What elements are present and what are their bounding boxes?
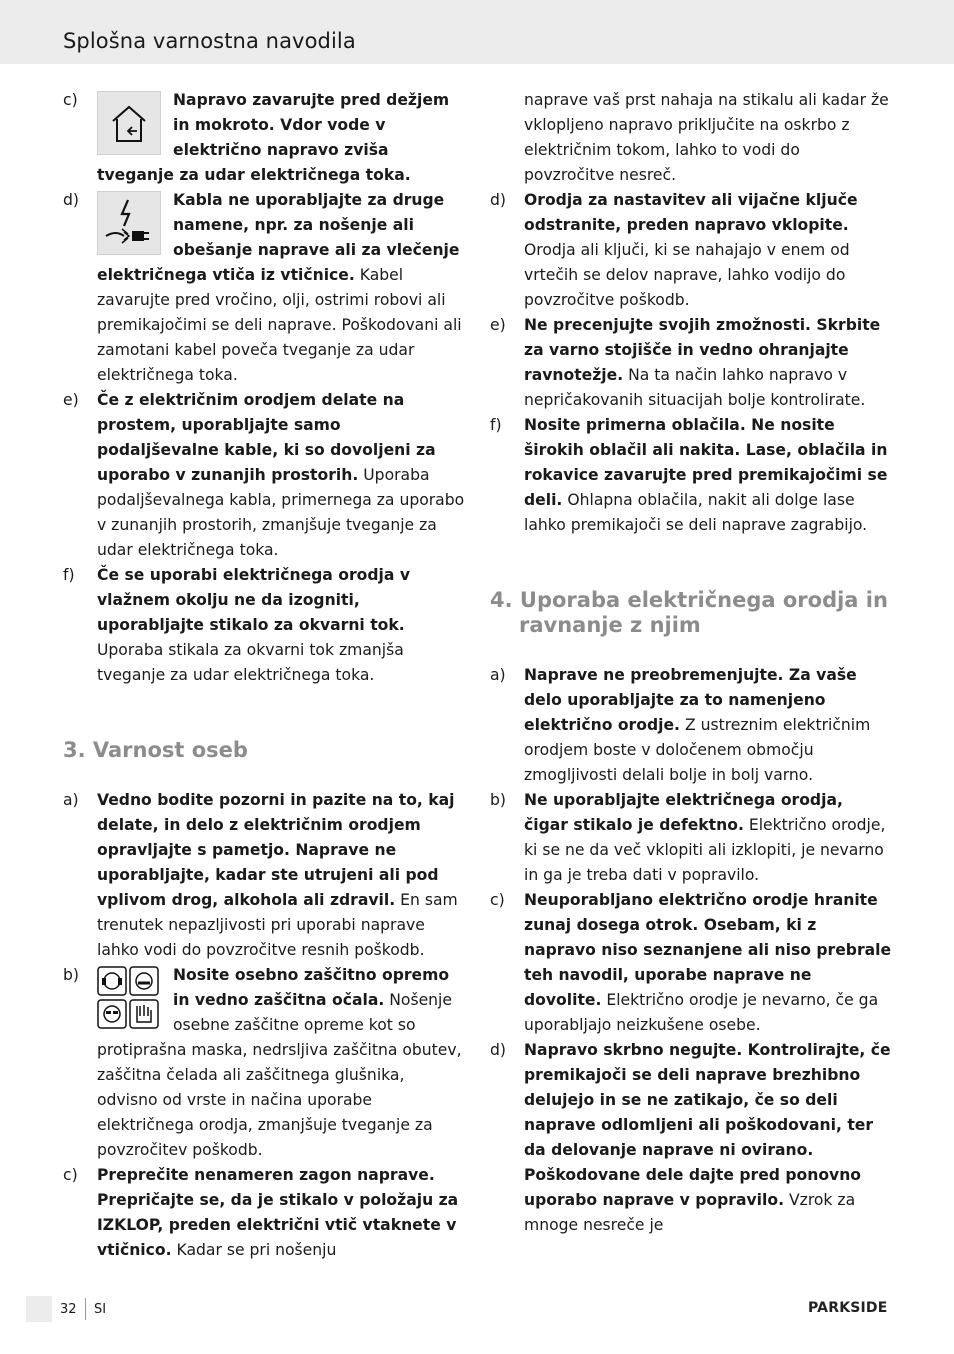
page-title: Splošna varnostna navodila bbox=[63, 29, 356, 53]
list-item bbox=[63, 1163, 465, 1263]
left-column bbox=[63, 88, 465, 1263]
footer-divider bbox=[85, 1298, 86, 1320]
list-item bbox=[63, 963, 465, 1163]
item-text: Vzrok za mnoge nesreče je bbox=[524, 1191, 856, 1234]
item-marker: c) bbox=[63, 91, 78, 109]
item-text: Uporaba stikala za okvarni tok zmanjša tveganje za udar električnega toka. bbox=[97, 641, 404, 684]
list-item bbox=[63, 188, 465, 388]
item-text: Nošenje osebne zaščitne opreme kot so protiprašna maska, nedrsljiva zaščitna obutev, zaščitna čelada ali zaščitnega glušnika, odvisno od vrste in načina uporabe električnega orodja, zmanjšuje tveganje za povzročitev poškodb. bbox=[97, 991, 462, 1159]
list-item bbox=[490, 663, 892, 788]
item-bold-text: Kabla ne uporabljajte za druge namene, npr. za nošenje ali obešanje naprave ali za vlečenje električnega vtiča iz vtičnice. bbox=[97, 191, 460, 284]
item-marker: c) bbox=[490, 891, 505, 909]
house-rain-icon bbox=[97, 91, 161, 155]
cable-plug-icon bbox=[97, 191, 161, 255]
item-text: Kadar se pri nošenju bbox=[176, 1241, 337, 1259]
item-text: Na ta način lahko napravo v nepričakovanih situacijah bolje kontrolirate. bbox=[524, 366, 866, 409]
list-item bbox=[490, 788, 892, 888]
page-header bbox=[0, 0, 954, 64]
item-bold-text: Orodja za nastavitev ali vijačne ključe odstranite, preden napravo vklopite. bbox=[524, 191, 858, 234]
brand-logo: PARKSIDE bbox=[808, 1300, 888, 1316]
item-text: Električno orodje, ki se ne da več vklopiti ali izklopiti, je nevarno in ga je treba dati v popravilo. bbox=[524, 816, 886, 884]
item-bold-text: Če se uporabi električnega orodja v vlažnem okolju ne da izogniti, uporabljajte stikalo za okvarni tok. bbox=[97, 566, 410, 634]
item-marker: d) bbox=[63, 191, 79, 209]
item-bold-text: Vedno bodite pozorni in pazite na to, kaj delate, in delo z električnim orodjem opravljajte s pametjo. Naprave ne uporabljajte, kadar ste utrujeni ali pod vplivom drog, alkohola ali zdravil. bbox=[97, 791, 455, 909]
list-item bbox=[63, 563, 465, 688]
section-heading: 4. Uporaba električnega orodja in ravnanje z njim bbox=[490, 588, 888, 637]
item-text: Z ustreznim električnim orodjem boste v določenem območju zmogljivosti delali bolje in bolj varno. bbox=[524, 716, 871, 784]
list-item bbox=[490, 413, 892, 538]
item-marker: e) bbox=[63, 391, 79, 409]
page-number: 32 bbox=[60, 1302, 77, 1317]
item-marker: a) bbox=[63, 791, 79, 809]
list-item bbox=[490, 313, 892, 413]
item-marker: a) bbox=[490, 666, 506, 684]
item-bold-text: Ne precenjujte svojih zmožnosti. Skrbite za varno stojišče in vedno ohranjajte ravnotežje. bbox=[524, 316, 881, 384]
protective-equipment-icon bbox=[97, 966, 161, 1030]
item-text: En sam trenutek nepazljivosti pri uporabi naprave lahko vodi do povzročitve resnih poškodb. bbox=[97, 891, 458, 959]
item-text: Ohlapna oblačila, nakit ali dolge lase lahko premikajoči se deli naprave zagrabijo. bbox=[524, 491, 868, 534]
item-marker: f) bbox=[63, 566, 75, 584]
list-item-continuation bbox=[490, 88, 892, 188]
item-text: Električno orodje je nevarno, če ga uporabljajo neizkušene osebe. bbox=[524, 991, 879, 1034]
item-marker: b) bbox=[490, 791, 506, 809]
item-bold-text: Preprečite nenameren zagon naprave. Prepričajte se, da je stikalo v položaju za IZKLOP, preden električni vtič vtaknete v vtičnico. bbox=[97, 1166, 459, 1259]
item-marker: f) bbox=[490, 416, 502, 434]
item-bold-text: Če z električnim orodjem delate na prostem, uporabljajte samo podaljševalne kable, ki so dovoljeni za uporabo v zunanjih prostorih. bbox=[97, 391, 436, 484]
list-item bbox=[490, 188, 892, 313]
list-item bbox=[63, 788, 465, 963]
item-text: naprave vaš prst nahaja na stikalu ali kadar že vklopljeno napravo priključite na oskrbo z električnim tokom, lahko to vodi do povzročitve nesreč. bbox=[524, 91, 889, 184]
right-column bbox=[490, 88, 892, 1238]
item-marker: b) bbox=[63, 966, 79, 984]
item-marker: d) bbox=[490, 1041, 506, 1059]
item-text: Orodja ali ključi, ki se nahajajo v enem od vrtečih se delov naprave, lahko vodijo do povzročitve poškodb. bbox=[524, 241, 850, 309]
item-bold-text: Nosite osebno zaščitno opremo in vedno zaščitna očala. bbox=[173, 966, 450, 1009]
item-marker: d) bbox=[490, 191, 506, 209]
language-code: SI bbox=[94, 1302, 107, 1317]
list-item bbox=[490, 888, 892, 1038]
list-item bbox=[63, 88, 465, 188]
footer-marker bbox=[26, 1296, 52, 1322]
item-bold-text: Neuporabljano električno orodje hranite zunaj dosega otrok. Osebam, ki z napravo niso seznanjene ali niso prebrale teh navodil, uporabe naprave ne dovolite. bbox=[524, 891, 892, 1009]
item-marker: e) bbox=[490, 316, 506, 334]
item-bold-text: Nosite primerna oblačila. Ne nosite širokih oblačil ali nakita. Lase, oblačila in rokavice zavarujte pred premikajočimi se deli. bbox=[524, 416, 888, 509]
list-item bbox=[63, 388, 465, 563]
item-bold-text: Ne uporabljajte električnega orodja, čigar stikalo je defektno. bbox=[524, 791, 843, 834]
item-bold-text: Napravo skrbno negujte. Kontrolirajte, če premikajoči se deli naprave brezhibno delujejo in se ne zatikajo, če so deli naprave odlomljeni ali poškodovani, ter da delovanje naprave ni ovirano. Poškodovane dele dajte pred ponovno uporabo naprave v popravilo. bbox=[524, 1041, 891, 1209]
list-item bbox=[490, 1038, 892, 1238]
item-text: Kabel zavarujte pred vročino, olji, ostrimi robovi ali premikajočimi se deli naprave. Poškodovani ali zamotani kabel poveča tveganje za udar električnega toka. bbox=[97, 266, 462, 384]
item-text: Uporaba podaljševalnega kabla, primernega za uporabo v zunanjih prostorih, zmanjšuje tveganje za udar električnega toka. bbox=[97, 466, 465, 559]
item-bold-text: Naprave ne preobremenjujte. Za vaše delo uporabljajte za to namenjeno električno orodje. bbox=[524, 666, 857, 734]
section-heading: 3. Varnost oseb bbox=[63, 738, 248, 762]
item-marker: c) bbox=[63, 1166, 78, 1184]
item-bold-text: Napravo zavarujte pred dežjem in mokroto. Vdor vode v električno napravo zviša tveganje za udar električnega toka. bbox=[97, 91, 450, 184]
